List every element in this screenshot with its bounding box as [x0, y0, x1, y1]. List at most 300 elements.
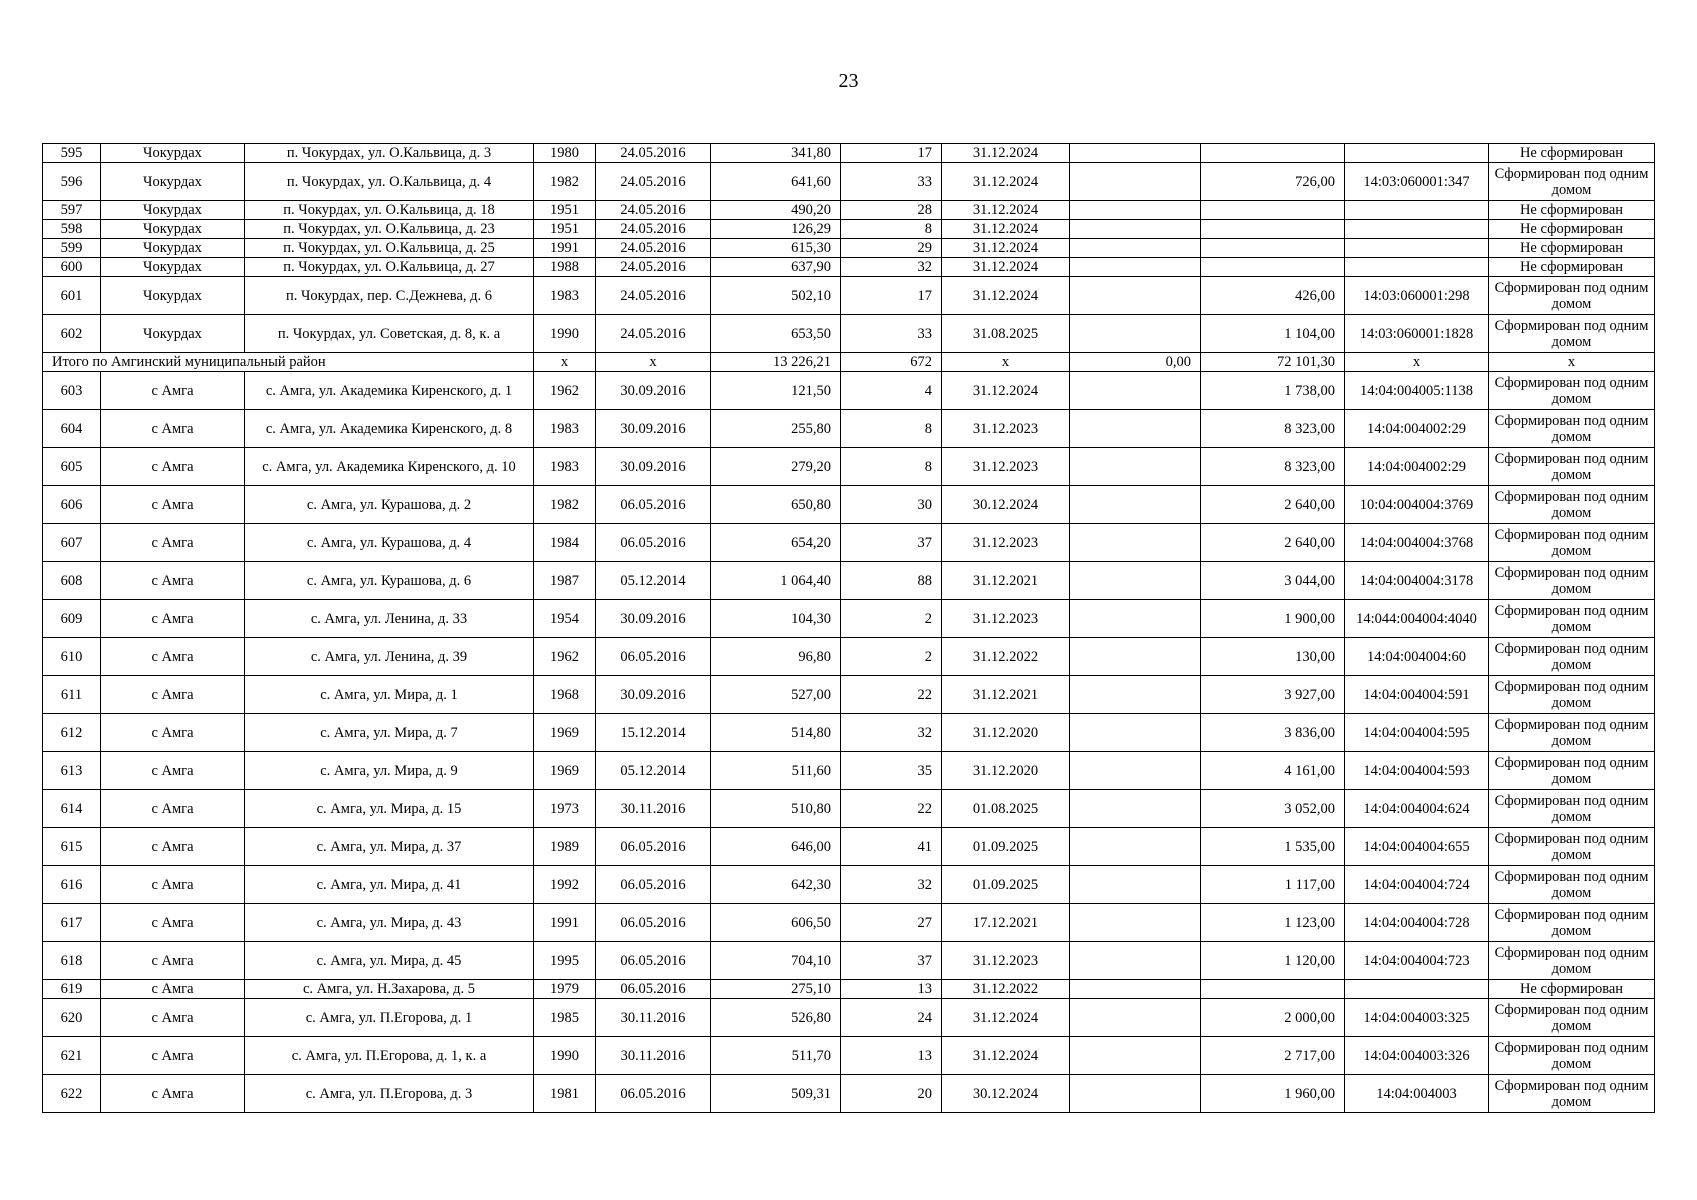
land-area-cell: [1201, 201, 1345, 220]
settlement-cell: с Амга: [101, 828, 245, 866]
address-cell: с. Амга, ул. П.Егорова, д. 3: [245, 1075, 534, 1113]
amount-cell: 0,00: [1070, 353, 1201, 372]
area-cell: 341,80: [711, 144, 841, 163]
deadline-cell: 31.12.2024: [942, 163, 1070, 201]
row-number: 622: [43, 1075, 101, 1113]
amount-cell: [1070, 220, 1201, 239]
cadastral-number-cell: 14:04:004005:1138: [1345, 372, 1489, 410]
date-cell: 05.12.2014: [596, 562, 711, 600]
row-number: 609: [43, 600, 101, 638]
cadastral-number-cell: [1345, 144, 1489, 163]
date-cell: 30.11.2016: [596, 1037, 711, 1075]
cadastral-number-cell: 14:04:004004:60: [1345, 638, 1489, 676]
date-cell: 24.05.2016: [596, 258, 711, 277]
year-cell: 1983: [534, 410, 596, 448]
deadline-cell: 31.08.2025: [942, 315, 1070, 353]
area-cell: 126,29: [711, 220, 841, 239]
row-number: 597: [43, 201, 101, 220]
area-cell: 650,80: [711, 486, 841, 524]
residents-cell: 28: [841, 201, 942, 220]
deadline-cell: 31.12.2024: [942, 277, 1070, 315]
land-area-cell: 1 104,00: [1201, 315, 1345, 353]
cadastral-number-cell: 14:04:004004:655: [1345, 828, 1489, 866]
subtotal-row: [43, 353, 1655, 372]
table-row: [43, 277, 1655, 315]
address-cell: с. Амга, ул. Мира, д. 15: [245, 790, 534, 828]
year-cell: 1980: [534, 144, 596, 163]
land-status-cell: Не сформирован: [1489, 144, 1655, 163]
deadline-cell: 31.12.2024: [942, 999, 1070, 1037]
year-cell: 1969: [534, 752, 596, 790]
year-cell: 1954: [534, 600, 596, 638]
row-number: 614: [43, 790, 101, 828]
residents-cell: 29: [841, 239, 942, 258]
amount-cell: [1070, 315, 1201, 353]
year-cell: 1990: [534, 1037, 596, 1075]
amount-cell: [1070, 676, 1201, 714]
settlement-cell: Чокурдах: [101, 201, 245, 220]
cadastral-number-cell: 14:04:004003: [1345, 1075, 1489, 1113]
residents-cell: 8: [841, 448, 942, 486]
date-cell: 15.12.2014: [596, 714, 711, 752]
settlement-cell: Чокурдах: [101, 315, 245, 353]
land-area-cell: 3 044,00: [1201, 562, 1345, 600]
row-number: 612: [43, 714, 101, 752]
area-cell: 511,60: [711, 752, 841, 790]
area-cell: 646,00: [711, 828, 841, 866]
amount-cell: [1070, 201, 1201, 220]
residents-cell: 4: [841, 372, 942, 410]
land-area-cell: 8 323,00: [1201, 448, 1345, 486]
date-cell: 30.09.2016: [596, 600, 711, 638]
amount-cell: [1070, 600, 1201, 638]
row-number: 599: [43, 239, 101, 258]
land-area-cell: 726,00: [1201, 163, 1345, 201]
year-cell: 1982: [534, 163, 596, 201]
address-cell: с. Амга, ул. Курашова, д. 6: [245, 562, 534, 600]
settlement-cell: с Амга: [101, 562, 245, 600]
area-cell: 255,80: [711, 410, 841, 448]
table-row: [43, 942, 1655, 980]
row-number: 620: [43, 999, 101, 1037]
year-cell: 1983: [534, 448, 596, 486]
deadline-cell: 31.12.2023: [942, 600, 1070, 638]
year-cell: 1951: [534, 220, 596, 239]
settlement-cell: с Амга: [101, 1037, 245, 1075]
residents-cell: 88: [841, 562, 942, 600]
date-cell: 06.05.2016: [596, 828, 711, 866]
deadline-cell: 30.12.2024: [942, 486, 1070, 524]
address-cell: с. Амга, ул. Академика Киренского, д. 10: [245, 448, 534, 486]
year-cell: 1987: [534, 562, 596, 600]
land-status-cell: Сформирован под одним домом: [1489, 163, 1655, 201]
cadastral-number-cell: 14:04:004003:325: [1345, 999, 1489, 1037]
settlement-cell: Чокурдах: [101, 277, 245, 315]
cadastral-number-cell: [1345, 980, 1489, 999]
land-area-cell: 2 640,00: [1201, 524, 1345, 562]
date-cell: 30.11.2016: [596, 999, 711, 1037]
amount-cell: [1070, 258, 1201, 277]
area-cell: 704,10: [711, 942, 841, 980]
table-body: [43, 144, 1655, 1113]
table-row: [43, 486, 1655, 524]
address-cell: п. Чокурдах, ул. О.Кальвица, д. 23: [245, 220, 534, 239]
deadline-cell: 31.12.2022: [942, 980, 1070, 999]
land-status-cell: Сформирован под одним домом: [1489, 866, 1655, 904]
settlement-cell: с Амга: [101, 866, 245, 904]
table-row: [43, 1037, 1655, 1075]
year-cell: 1990: [534, 315, 596, 353]
table-row: [43, 201, 1655, 220]
address-cell: с. Амга, ул. Мира, д. 37: [245, 828, 534, 866]
land-status-cell: Не сформирован: [1489, 258, 1655, 277]
row-number: 596: [43, 163, 101, 201]
land-status-cell: Сформирован под одним домом: [1489, 600, 1655, 638]
residents-cell: 8: [841, 220, 942, 239]
land-status-cell: Сформирован под одним домом: [1489, 1075, 1655, 1113]
cadastral-number-cell: 14:04:004004:595: [1345, 714, 1489, 752]
land-area-cell: 72 101,30: [1201, 353, 1345, 372]
area-cell: 641,60: [711, 163, 841, 201]
cadastral-number-cell: 14:04:004004:724: [1345, 866, 1489, 904]
land-status-cell: Сформирован под одним домом: [1489, 410, 1655, 448]
land-status-cell: Не сформирован: [1489, 220, 1655, 239]
year-cell: 1995: [534, 942, 596, 980]
year-cell: 1968: [534, 676, 596, 714]
date-cell: 06.05.2016: [596, 524, 711, 562]
cadastral-number-cell: 14:04:004003:326: [1345, 1037, 1489, 1075]
date-cell: 06.05.2016: [596, 638, 711, 676]
residents-cell: 32: [841, 714, 942, 752]
amount-cell: [1070, 1075, 1201, 1113]
residents-cell: 33: [841, 163, 942, 201]
deadline-cell: 31.12.2023: [942, 448, 1070, 486]
address-cell: с. Амга, ул. Мира, д. 7: [245, 714, 534, 752]
address-cell: п. Чокурдах, ул. Советская, д. 8, к. а: [245, 315, 534, 353]
address-cell: п. Чокурдах, ул. О.Кальвица, д. 25: [245, 239, 534, 258]
cadastral-number-cell: [1345, 201, 1489, 220]
row-number: 608: [43, 562, 101, 600]
settlement-cell: с Амга: [101, 752, 245, 790]
amount-cell: [1070, 163, 1201, 201]
area-cell: 509,31: [711, 1075, 841, 1113]
land-area-cell: 1 117,00: [1201, 866, 1345, 904]
table-row: [43, 144, 1655, 163]
residents-cell: 672: [841, 353, 942, 372]
deadline-cell: 31.12.2021: [942, 676, 1070, 714]
settlement-cell: с Амга: [101, 714, 245, 752]
address-cell: п. Чокурдах, ул. О.Кальвица, д. 3: [245, 144, 534, 163]
residents-cell: 22: [841, 790, 942, 828]
deadline-cell: х: [942, 353, 1070, 372]
deadline-cell: 01.09.2025: [942, 866, 1070, 904]
address-cell: п. Чокурдах, ул. О.Кальвица, д. 4: [245, 163, 534, 201]
land-status-cell: Сформирован под одним домом: [1489, 752, 1655, 790]
date-cell: 30.09.2016: [596, 372, 711, 410]
residents-cell: 17: [841, 144, 942, 163]
year-cell: 1981: [534, 1075, 596, 1113]
year-cell: 1962: [534, 638, 596, 676]
deadline-cell: 30.12.2024: [942, 1075, 1070, 1113]
deadline-cell: 01.08.2025: [942, 790, 1070, 828]
year-cell: 1983: [534, 277, 596, 315]
year-cell: 1992: [534, 866, 596, 904]
table-row: [43, 1075, 1655, 1113]
land-status-cell: Сформирован под одним домом: [1489, 562, 1655, 600]
address-cell: с. Амга, ул. Н.Захарова, д. 5: [245, 980, 534, 999]
table-row: [43, 562, 1655, 600]
residents-cell: 32: [841, 258, 942, 277]
year-cell: 1962: [534, 372, 596, 410]
residents-cell: 33: [841, 315, 942, 353]
cadastral-number-cell: 14:04:004004:624: [1345, 790, 1489, 828]
deadline-cell: 31.12.2023: [942, 410, 1070, 448]
settlement-cell: с Амга: [101, 999, 245, 1037]
deadline-cell: 31.12.2020: [942, 752, 1070, 790]
address-cell: с. Амга, ул. Ленина, д. 33: [245, 600, 534, 638]
date-cell: х: [596, 353, 711, 372]
area-cell: 653,50: [711, 315, 841, 353]
housing-register-table: [42, 143, 1655, 1113]
settlement-cell: с Амга: [101, 942, 245, 980]
amount-cell: [1070, 448, 1201, 486]
land-status-cell: Сформирован под одним домом: [1489, 828, 1655, 866]
amount-cell: [1070, 828, 1201, 866]
row-number: 613: [43, 752, 101, 790]
land-area-cell: 426,00: [1201, 277, 1345, 315]
settlement-cell: с Амга: [101, 524, 245, 562]
row-number: 601: [43, 277, 101, 315]
area-cell: 514,80: [711, 714, 841, 752]
deadline-cell: 31.12.2024: [942, 239, 1070, 258]
land-area-cell: 2 717,00: [1201, 1037, 1345, 1075]
area-cell: 654,20: [711, 524, 841, 562]
table-row: [43, 220, 1655, 239]
date-cell: 06.05.2016: [596, 866, 711, 904]
amount-cell: [1070, 277, 1201, 315]
deadline-cell: 31.12.2024: [942, 1037, 1070, 1075]
row-number: 604: [43, 410, 101, 448]
row-number: 616: [43, 866, 101, 904]
deadline-cell: 31.12.2024: [942, 372, 1070, 410]
year-cell: 1985: [534, 999, 596, 1037]
address-cell: с. Амга, ул. Ленина, д. 39: [245, 638, 534, 676]
address-cell: с. Амга, ул. Академика Киренского, д. 8: [245, 410, 534, 448]
address-cell: с. Амга, ул. Академика Киренского, д. 1: [245, 372, 534, 410]
land-status-cell: Сформирован под одним домом: [1489, 942, 1655, 980]
amount-cell: [1070, 866, 1201, 904]
date-cell: 24.05.2016: [596, 277, 711, 315]
deadline-cell: 31.12.2024: [942, 258, 1070, 277]
deadline-cell: 31.12.2024: [942, 201, 1070, 220]
land-area-cell: [1201, 220, 1345, 239]
table-row: [43, 448, 1655, 486]
settlement-cell: с Амга: [101, 676, 245, 714]
deadline-cell: 31.12.2021: [942, 562, 1070, 600]
settlement-cell: Чокурдах: [101, 163, 245, 201]
residents-cell: 37: [841, 942, 942, 980]
table-row: [43, 904, 1655, 942]
table-row: [43, 790, 1655, 828]
cadastral-number-cell: 14:04:004004:593: [1345, 752, 1489, 790]
row-number: 621: [43, 1037, 101, 1075]
area-cell: 1 064,40: [711, 562, 841, 600]
settlement-cell: Чокурдах: [101, 144, 245, 163]
land-area-cell: 8 323,00: [1201, 410, 1345, 448]
date-cell: 24.05.2016: [596, 201, 711, 220]
amount-cell: [1070, 714, 1201, 752]
land-area-cell: [1201, 144, 1345, 163]
residents-cell: 41: [841, 828, 942, 866]
settlement-cell: Чокурдах: [101, 220, 245, 239]
residents-cell: 30: [841, 486, 942, 524]
address-cell: п. Чокурдах, пер. С.Дежнева, д. 6: [245, 277, 534, 315]
year-cell: 1984: [534, 524, 596, 562]
residents-cell: 8: [841, 410, 942, 448]
address-cell: с. Амга, ул. П.Егорова, д. 1: [245, 999, 534, 1037]
area-cell: 615,30: [711, 239, 841, 258]
address-cell: с. Амга, ул. Мира, д. 9: [245, 752, 534, 790]
area-cell: 121,50: [711, 372, 841, 410]
year-cell: х: [534, 353, 596, 372]
land-area-cell: 4 161,00: [1201, 752, 1345, 790]
area-cell: 606,50: [711, 904, 841, 942]
row-number: 610: [43, 638, 101, 676]
year-cell: 1973: [534, 790, 596, 828]
date-cell: 05.12.2014: [596, 752, 711, 790]
amount-cell: [1070, 524, 1201, 562]
table-row: [43, 315, 1655, 353]
land-area-cell: 1 120,00: [1201, 942, 1345, 980]
land-status-cell: Сформирован под одним домом: [1489, 638, 1655, 676]
land-status-cell: Сформирован под одним домом: [1489, 904, 1655, 942]
land-area-cell: 1 960,00: [1201, 1075, 1345, 1113]
area-cell: 511,70: [711, 1037, 841, 1075]
residents-cell: 13: [841, 1037, 942, 1075]
table-row: [43, 372, 1655, 410]
land-status-cell: Сформирован под одним домом: [1489, 676, 1655, 714]
area-cell: 490,20: [711, 201, 841, 220]
cadastral-number-cell: 14:044:004004:4040: [1345, 600, 1489, 638]
amount-cell: [1070, 638, 1201, 676]
land-area-cell: 1 535,00: [1201, 828, 1345, 866]
table-row: [43, 163, 1655, 201]
cadastral-number-cell: х: [1345, 353, 1489, 372]
settlement-cell: с Амга: [101, 448, 245, 486]
row-number: 602: [43, 315, 101, 353]
area-cell: 526,80: [711, 999, 841, 1037]
row-number: 611: [43, 676, 101, 714]
address-cell: с. Амга, ул. П.Егорова, д. 1, к. а: [245, 1037, 534, 1075]
date-cell: 06.05.2016: [596, 980, 711, 999]
cadastral-number-cell: [1345, 258, 1489, 277]
cadastral-number-cell: 14:04:004004:723: [1345, 942, 1489, 980]
table-row: [43, 828, 1655, 866]
row-number: 598: [43, 220, 101, 239]
deadline-cell: 31.12.2023: [942, 524, 1070, 562]
land-area-cell: [1201, 980, 1345, 999]
row-number: 600: [43, 258, 101, 277]
residents-cell: 20: [841, 1075, 942, 1113]
table-row: [43, 524, 1655, 562]
land-area-cell: [1201, 258, 1345, 277]
residents-cell: 2: [841, 600, 942, 638]
table-row: [43, 600, 1655, 638]
residents-cell: 37: [841, 524, 942, 562]
date-cell: 24.05.2016: [596, 315, 711, 353]
amount-cell: [1070, 980, 1201, 999]
address-cell: с. Амга, ул. Курашова, д. 2: [245, 486, 534, 524]
table-row: [43, 999, 1655, 1037]
land-status-cell: Сформирован под одним домом: [1489, 277, 1655, 315]
land-status-cell: Сформирован под одним домом: [1489, 790, 1655, 828]
cadastral-number-cell: [1345, 239, 1489, 258]
table-row: [43, 714, 1655, 752]
date-cell: 06.05.2016: [596, 486, 711, 524]
amount-cell: [1070, 942, 1201, 980]
date-cell: 30.09.2016: [596, 448, 711, 486]
deadline-cell: 17.12.2021: [942, 904, 1070, 942]
cadastral-number-cell: 14:03:060001:347: [1345, 163, 1489, 201]
settlement-cell: с Амга: [101, 600, 245, 638]
land-status-cell: Сформирован под одним домом: [1489, 372, 1655, 410]
row-number: 617: [43, 904, 101, 942]
amount-cell: [1070, 999, 1201, 1037]
table-row: [43, 866, 1655, 904]
address-cell: п. Чокурдах, ул. О.Кальвица, д. 27: [245, 258, 534, 277]
date-cell: 30.11.2016: [596, 790, 711, 828]
land-status-cell: Сформирован под одним домом: [1489, 448, 1655, 486]
residents-cell: 32: [841, 866, 942, 904]
settlement-cell: с Амга: [101, 790, 245, 828]
year-cell: 1991: [534, 904, 596, 942]
residents-cell: 24: [841, 999, 942, 1037]
amount-cell: [1070, 562, 1201, 600]
area-cell: 13 226,21: [711, 353, 841, 372]
date-cell: 24.05.2016: [596, 239, 711, 258]
deadline-cell: 31.12.2024: [942, 220, 1070, 239]
table-row: [43, 638, 1655, 676]
land-area-cell: 2 640,00: [1201, 486, 1345, 524]
amount-cell: [1070, 486, 1201, 524]
settlement-cell: с Амга: [101, 372, 245, 410]
land-area-cell: [1201, 239, 1345, 258]
settlement-cell: с Амга: [101, 1075, 245, 1113]
settlement-cell: с Амга: [101, 904, 245, 942]
land-status-cell: Сформирован под одним домом: [1489, 315, 1655, 353]
address-cell: с. Амга, ул. Мира, д. 45: [245, 942, 534, 980]
table-row: [43, 410, 1655, 448]
cadastral-number-cell: 10:04:004004:3769: [1345, 486, 1489, 524]
cadastral-number-cell: 14:04:004004:728: [1345, 904, 1489, 942]
cadastral-number-cell: 14:03:060001:1828: [1345, 315, 1489, 353]
area-cell: 104,30: [711, 600, 841, 638]
deadline-cell: 31.12.2022: [942, 638, 1070, 676]
land-area-cell: 130,00: [1201, 638, 1345, 676]
cadastral-number-cell: 14:03:060001:298: [1345, 277, 1489, 315]
address-cell: с. Амга, ул. Мира, д. 41: [245, 866, 534, 904]
area-cell: 96,80: [711, 638, 841, 676]
land-area-cell: 2 000,00: [1201, 999, 1345, 1037]
cadastral-number-cell: 14:04:004002:29: [1345, 448, 1489, 486]
date-cell: 06.05.2016: [596, 942, 711, 980]
year-cell: 1991: [534, 239, 596, 258]
row-number: 607: [43, 524, 101, 562]
address-cell: п. Чокурдах, ул. О.Кальвица, д. 18: [245, 201, 534, 220]
date-cell: 24.05.2016: [596, 220, 711, 239]
year-cell: 1988: [534, 258, 596, 277]
page-number: 23: [838, 70, 859, 92]
